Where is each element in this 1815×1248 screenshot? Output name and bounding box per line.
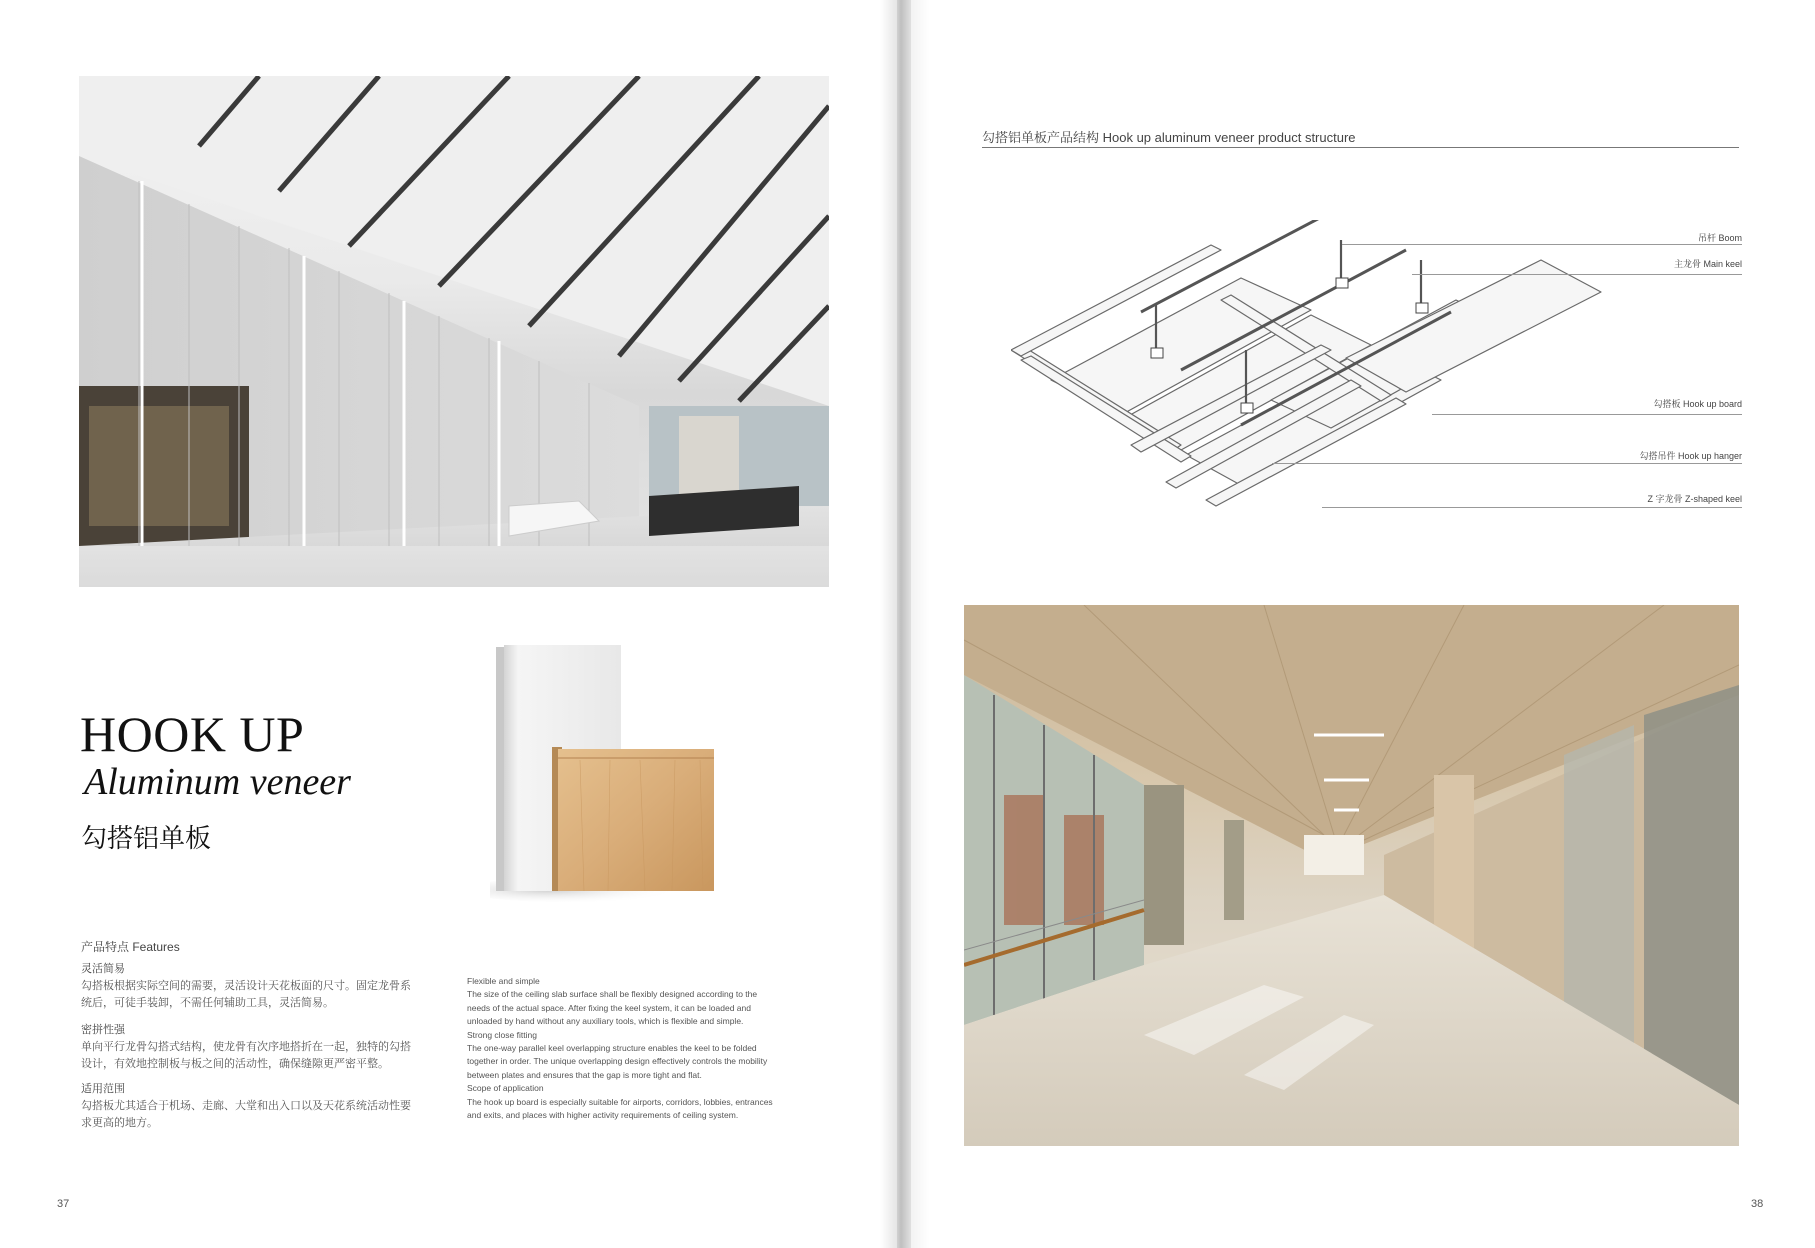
book-gutter-shadow — [880, 0, 930, 1248]
callout-rule — [1412, 274, 1742, 275]
feature-line: 勾搭板尤其适合于机场、走廊、大堂和出入口以及天花系统活动性要 — [81, 1100, 411, 1112]
structure-diagram — [1011, 220, 1741, 540]
feature-line: 勾搭板根据实际空间的需要，灵活设计天花板面的尺寸。固定龙骨系 — [81, 980, 411, 992]
feature-line: 单向平行龙骨勾搭式结构，使龙骨有次序地搭折在一起，独特的勾搭 — [81, 1041, 411, 1053]
features-en-line: The size of the ceiling slab surface shall be flexibly designed according to the — [467, 989, 758, 1000]
features-en-heading: Strong close fitting — [467, 1029, 537, 1040]
sample-panels-image — [490, 645, 725, 903]
structure-diagram-graphic — [1011, 220, 1741, 540]
callout-hook-up-board: 勾搭板 Hook up board — [1653, 399, 1742, 409]
feature-tight-cn — [81, 1022, 411, 1073]
callout-rule — [1272, 463, 1742, 464]
features-english — [467, 975, 794, 1122]
callout-main-keel: 主龙骨 Main keel — [1673, 259, 1742, 269]
feature-heading: 灵活简易 — [81, 963, 125, 975]
features-en-heading: Flexible and simple — [467, 976, 540, 986]
corridor-photo — [964, 605, 1739, 1146]
feature-line: 设计，有效地控制板与板之间的活动性，确保缝隙更严密平整。 — [81, 1058, 389, 1070]
sample-panels-graphic — [490, 645, 725, 903]
feature-heading: 适用范围 — [81, 1083, 125, 1095]
features-en-line: The hook up board is especially suitable for airports, corridors, lobbies, entrances — [467, 1096, 773, 1107]
feature-flexible-cn — [81, 961, 411, 1012]
page-title-cn: 勾搭铝单板 — [81, 823, 212, 853]
callout-hook-up-hanger: 勾搭吊件 Hook up hanger — [1639, 451, 1742, 461]
features-en-line: together in order. The unique overlapping design effectively controls the mobility — [467, 1056, 768, 1067]
feature-line: 求更高的地方。 — [81, 1117, 158, 1129]
lobby-photo-graphic — [79, 76, 829, 587]
feature-scope-cn — [81, 1081, 411, 1132]
callout-boom: 吊杆 Boom — [1697, 233, 1742, 243]
structure-title-rule — [982, 147, 1739, 148]
callout-z-keel: Z 字龙骨 Z-shaped keel — [1647, 494, 1742, 504]
page-title: HOOK UP — [80, 706, 305, 762]
callout-rule — [1322, 507, 1742, 508]
right-page — [911, 0, 1815, 1248]
corridor-photo-graphic — [964, 605, 1739, 1146]
features-en-line: The one-way parallel keel overlapping structure enables the keel to be folded — [467, 1043, 757, 1054]
callout-rule — [1432, 414, 1742, 415]
feature-heading: 密拼性强 — [81, 1024, 125, 1036]
features-heading: 产品特点 Features — [81, 940, 180, 954]
features-en-heading: Scope of application — [467, 1083, 544, 1094]
lobby-photo — [79, 76, 829, 587]
callout-rule — [1342, 244, 1742, 245]
left-page — [0, 0, 897, 1248]
features-en-line: unloaded by hand without any auxiliary tools, which is flexible and simple. — [467, 1016, 744, 1027]
structure-title: 勾搭铝单板产品结构 Hook up aluminum veneer product structure — [982, 130, 1356, 145]
features-en-line: and exits, and places with higher activity requirements of ceiling system. — [467, 1110, 739, 1121]
features-en-line: between plates and ensures that the gap is more tight and flat. — [467, 1069, 702, 1080]
page-number-left: 37 — [57, 1198, 70, 1210]
features-en-line: needs of the actual space. After fixing the keel system, it can be loaded and — [467, 1002, 751, 1013]
feature-line: 统后，可徒手装卸，不需任何辅助工具，灵活简易。 — [81, 997, 334, 1009]
page-subtitle: Aluminum veneer — [84, 761, 351, 803]
page-number-right: 38 — [1751, 1198, 1764, 1210]
